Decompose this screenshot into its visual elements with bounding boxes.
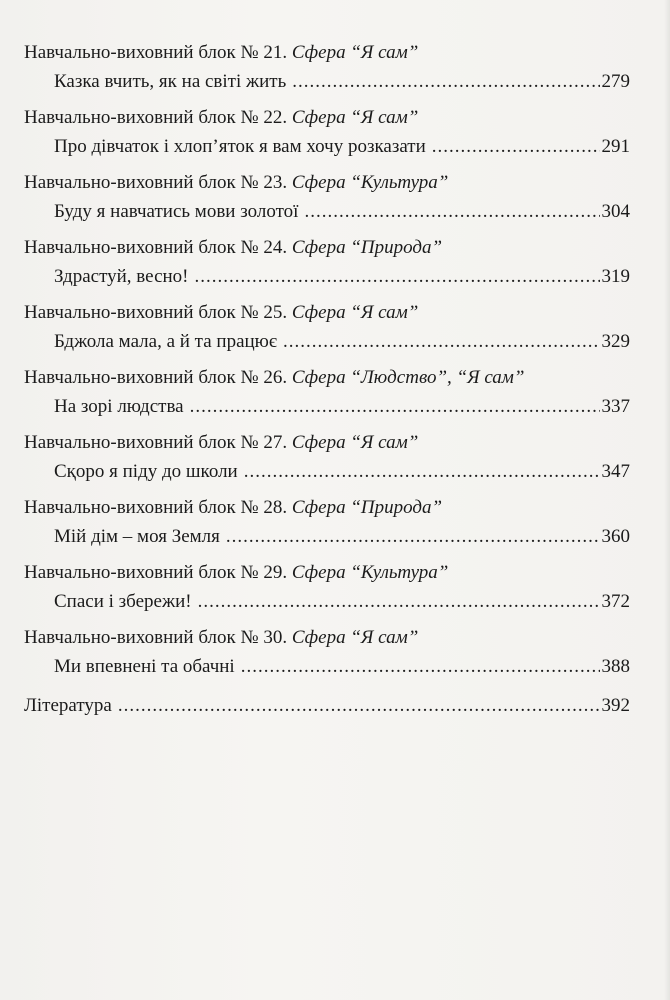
- block-title: Мій дім – моя Земля: [54, 526, 220, 547]
- block-sphere: Сфера “Культура”: [291, 562, 449, 583]
- toc-line: [24, 521, 630, 552]
- block-sphere: Сфера “Природа”: [291, 497, 443, 518]
- toc-entry: [24, 625, 630, 682]
- page-number: 291: [601, 136, 630, 157]
- block-title: Здрастуй, весно!: [54, 266, 189, 287]
- block-heading: [24, 40, 630, 66]
- block-sphere: Сфера “Людство”, “Я сам”: [291, 367, 525, 388]
- block-heading: [24, 235, 630, 261]
- toc-entry: [24, 560, 630, 617]
- block-number: Навчально-виховний блок № 27.: [24, 432, 288, 453]
- block-sphere: Сфера “Я сам”: [291, 627, 419, 648]
- block-title: На зорі людства: [54, 396, 184, 417]
- table-of-contents: [24, 40, 630, 721]
- toc-entry: [24, 235, 630, 292]
- toc-line: [24, 131, 630, 162]
- dot-leader: [304, 196, 599, 227]
- dot-leader: [118, 690, 600, 721]
- toc-line: [24, 196, 630, 227]
- dot-leader: [241, 651, 600, 682]
- toc-line: [24, 586, 630, 617]
- block-sphere: Сфера “Культура”: [291, 172, 449, 193]
- page-number: 347: [601, 461, 630, 482]
- dot-leader: [198, 586, 600, 617]
- block-number: Навчально-виховний блок № 24.: [24, 237, 288, 258]
- dot-leader: [190, 391, 600, 422]
- block-title: Сқоро я піду до школи: [54, 461, 238, 482]
- block-sphere: Сфера “Я сам”: [291, 42, 419, 63]
- block-number: Навчально-виховний блок № 23.: [24, 172, 288, 193]
- toc-line: [24, 456, 630, 487]
- block-heading: [24, 430, 630, 456]
- page-number: 319: [601, 266, 630, 287]
- page-number: 392: [601, 695, 630, 716]
- block-number: Навчально-виховний блок № 22.: [24, 107, 288, 128]
- toc-entry: [24, 430, 630, 487]
- block-heading: [24, 300, 630, 326]
- page-number: 304: [601, 201, 630, 222]
- toc-entry: [24, 105, 630, 162]
- block-heading: [24, 170, 630, 196]
- block-heading: [24, 495, 630, 521]
- toc-line: [24, 261, 630, 292]
- block-number: Навчально-виховний блок № 30.: [24, 627, 288, 648]
- dot-leader: [292, 66, 599, 97]
- literature-title: Література: [24, 695, 112, 716]
- block-number: Навчально-виховний блок № 29.: [24, 562, 288, 583]
- block-title: Бджола мала, а й та працює: [54, 331, 278, 352]
- dot-leader: [432, 131, 600, 162]
- toc-entry: [24, 170, 630, 227]
- toc-entry: [24, 40, 630, 97]
- block-title: Буду я навчатись мови золотої: [54, 201, 299, 222]
- block-title: Про дівчаток і хлоп’яток я вам хочу розказати: [54, 136, 426, 157]
- dot-leader: [244, 456, 600, 487]
- page-number: 360: [601, 526, 630, 547]
- block-number: Навчально-виховний блок № 26.: [24, 367, 288, 388]
- toc-line: [24, 326, 630, 357]
- toc-literature-line: [24, 690, 630, 721]
- page-number: 279: [601, 71, 630, 92]
- page-number: 329: [601, 331, 630, 352]
- block-title: Спаси і збережи!: [54, 591, 192, 612]
- block-sphere: Сфера “Я сам”: [291, 432, 419, 453]
- dot-leader: [195, 261, 600, 292]
- block-number: Навчально-виховний блок № 21.: [24, 42, 288, 63]
- block-number: Навчально-виховний блок № 28.: [24, 497, 288, 518]
- block-sphere: Сфера “Природа”: [291, 237, 443, 258]
- block-sphere: Сфера “Я сам”: [291, 107, 419, 128]
- page-number: 372: [601, 591, 630, 612]
- block-title: Ми впевнені та обачні: [54, 656, 235, 677]
- block-number: Навчально-виховний блок № 25.: [24, 302, 288, 323]
- page-number: 388: [601, 656, 630, 677]
- block-heading: [24, 105, 630, 131]
- page-edge-shadow: [664, 0, 670, 1000]
- toc-line: [24, 391, 630, 422]
- dot-leader: [226, 521, 600, 552]
- toc-line: [24, 66, 630, 97]
- dot-leader: [283, 326, 599, 357]
- page-number: 337: [601, 396, 630, 417]
- block-heading: [24, 560, 630, 586]
- toc-line: [24, 651, 630, 682]
- block-title: Казка вчить, як на світі жить: [54, 71, 287, 92]
- block-heading: [24, 625, 630, 651]
- toc-entry: [24, 365, 630, 422]
- block-sphere: Сфера “Я сам”: [291, 302, 419, 323]
- toc-entry: [24, 300, 630, 357]
- block-heading: [24, 365, 630, 391]
- toc-entry: [24, 495, 630, 552]
